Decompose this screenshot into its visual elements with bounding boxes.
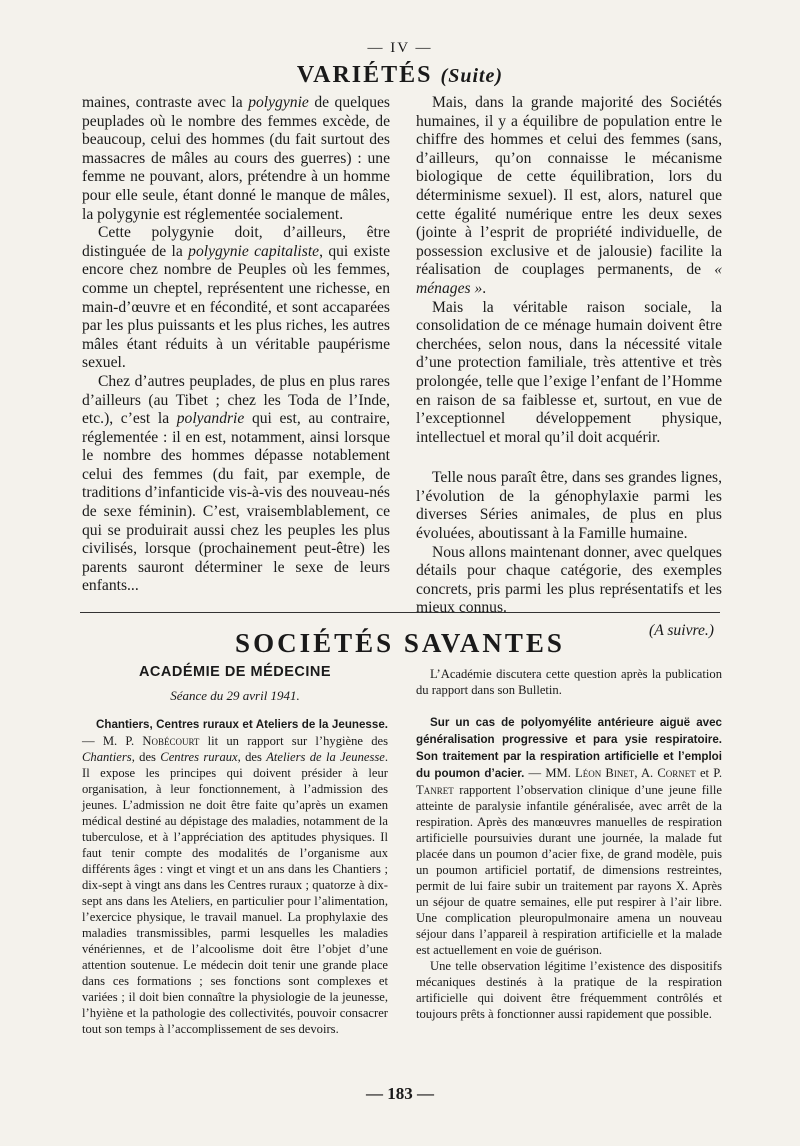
section-divider bbox=[80, 612, 720, 613]
societes-right-column bbox=[416, 666, 722, 1022]
varietes-right-paragraph-2: Mais la véritable raison sociale, la consolidation de ce ménage humain doivent être cherchées, selon nous, dans la nécessité vitale d’une protection familiale, très attentive et très prolongée, telle que l’exige l’enfant de l’Homme en raison de sa faiblesse et, surtout, en vue de l’exceptionnel développement physique, intellectuel et moral qu’il doit acquérir. bbox=[416, 298, 722, 446]
varietes-right-paragraph-4: Nous allons maintenant donner, avec quelques détails pour chaque catégorie, des exemples concrets, pris parmi les plus représentatifs et les mieux connus. bbox=[416, 543, 722, 617]
a-suivre: (A suivre.) bbox=[649, 622, 714, 640]
section-title-suite: (Suite) bbox=[440, 65, 504, 87]
seance-date: Séance du 29 avril 1941. bbox=[170, 688, 300, 703]
academie-heading: ACADÉMIE DE MÉDECINE bbox=[138, 664, 332, 680]
conclusion-paragraph: Une telle observation légitime l’existence des dispositifs mécaniques destinés à la pratique de la respiration artificielle qui doivent être fréquemment contrôlés et toujours prêts à fonctionner aussi rapidement que possible. bbox=[416, 959, 722, 1021]
article-chantiers: Chantiers, Centres ruraux et Ateliers de la Jeunesse.— M. P. Nobécourt lit un rapport sur l’hygiène des Chantiers, des Centres ruraux, des Ateliers de la Jeunesse. Il expose les principes qui doivent présider à leur organisation, à leur fonctionnement, à l’admission des jeunes. L’admission ne doit être faite qu’après un examen médical destiné au dépistage des maladies, notamment de la tuberculose, et à l’appréciation des aptitudes physiques. Il faut tenir compte des modalités de l’organisme aux différents âges : vingt et vingt et un ans dans les Chantiers ; dix-sept à vingt ans dans les Centres ruraux ; quatorze à dix-sept ans dans les Ateliers, en particulier pour l’alimentation, l’exercice physique, le travail manuel. La prophylaxie des maladies transmissibles, parmi lesquelles les maladies vénériennes, et de l’alcoolisme doit être l’objet d’une attention soutenue. Le médecin doit tenir une grande place dans ces formations ; ses fonctions sont complexes et variées ; il doit bien connaître la physiologie de la jeunesse, l’hyiène et la pathologie des collectivités, pouvoir consacrer tout son temps à l’accomplissement de ses devoirs. bbox=[82, 718, 389, 1036]
varietes-left-column bbox=[82, 94, 390, 596]
varietes-right-column bbox=[416, 94, 722, 641]
section-title bbox=[0, 62, 800, 89]
article-chantiers-title: Chantiers, Centres ruraux et Ateliers de la Jeunesse. bbox=[96, 718, 388, 731]
discussion-note: L’Académie discutera cette question après la publication du rapport dans son Bulletin. bbox=[416, 667, 722, 697]
societes-left-column bbox=[82, 716, 388, 1037]
varietes-left-paragraph-2: Cette polygynie doit, d’ailleurs, être distinguée de la polygynie capitaliste, qui existe encore chez nombre de Peuples où les femmes, comme un cheptel, représentent une richesse, en main-d’œuvre et en fécondité, et sont accaparées par les plus puissants et les plus riches, les autres mâles étant réduits à un véritable paupérisme sexuel. bbox=[82, 224, 390, 372]
section-number: — IV — bbox=[367, 40, 433, 56]
page-number: — 183 — bbox=[366, 1084, 434, 1103]
article-polyomyelite-title: Sur un cas de polyomyélite antérieure aiguë avec généralisation progressive et para ysie respiratoire. Son traitement par la respiration artificielle et l’emploi du poumon d’acier. bbox=[416, 716, 722, 780]
section-title-text: VARIÉTÉS bbox=[296, 62, 433, 88]
varietes-right-paragraph-1: Mais, dans la grande majorité des Sociétés humaines, il y a équilibre de population entre le chiffre des hommes et celui des femmes (sans, d’ailleurs, qu’on connaisse le mécanisme biologique de cette équilibration, lors du déterminisme sexuel). Il est, alors, naturel que cette égalité numérique entre les deux sexes (jointe à l’esprit de propriété individuelle, de possession exclusive et de jalousie) facilite la réalisation de couplages permanents, de « ménages ». bbox=[416, 94, 722, 297]
varietes-left-paragraph-1: maines, contraste avec la polygynie de quelques peuplades où le nombre des femmes excède, de beaucoup, celui des hommes (du fait surtout des massacres de mâles au cours des guerres) : une femme ne pouvant, alors, prétendre à un homme pour elle seule, étant donné le manque de mâles, la polygynie est réglementée socialement. bbox=[82, 94, 390, 223]
article-polyomyelite: Sur un cas de polyomyélite antérieure aiguë avec généralisation progressive et para ysie respiratoire. Son traitement par la respiration artificielle et l’emploi du poumon d’acier. — MM. Léon Binet, A. Cornet et P. Tanret rapportent l’observation clinique d’une jeune fille atteinte de paralysie infantile généralisée, avec arrêt de la respiration. Après des manœuvres manuelles de respiration artificielle poursuivies durant une journée, la malade fut placée dans un poumon d’acier fixe, de grand modèle, puis un poumon artificiel portatif, de dimensions restreintes, permit de lui faire subir un traitement par rayons X. Après un séjour de quatre semaines, elle put respirer à l’air libre. Une complication pleuropulmonaire amena un nouveau séjour dans l’appareil à respiration artificielle et la malade est actuellement en voie de guérison. bbox=[416, 716, 722, 957]
varietes-left-paragraph-3: Chez d’autres peuplades, de plus en plus rares d’ailleurs (au Tibet ; chez les Toda de l’Inde, etc.), c’est la polyandrie qui est, au contraire, réglementée : il en est, notamment, ainsi lorsque le nombre des hommes dépasse notablement celui des femmes (du fait, par exemple, de traditions d’infanticide vis-à-vis des nouveau-nés de sexe féminin). C’est, vraisemblablement, ce qui se produirait aussi chez les peuples les plus civilisés, lorsque (prochainement peut-être) les parents sauront déterminer le sexe de leurs enfants... bbox=[82, 372, 390, 595]
societes-savantes-title: SOCIÉTÉS SAVANTES bbox=[235, 628, 565, 658]
varietes-right-paragraph-3: Telle nous paraît être, dans ses grandes lignes, l’évolution de la génophylaxie parmi les diverses Séries animales, de plus en plus évoluées, aboutissant à la Famille humaine. bbox=[416, 469, 722, 543]
